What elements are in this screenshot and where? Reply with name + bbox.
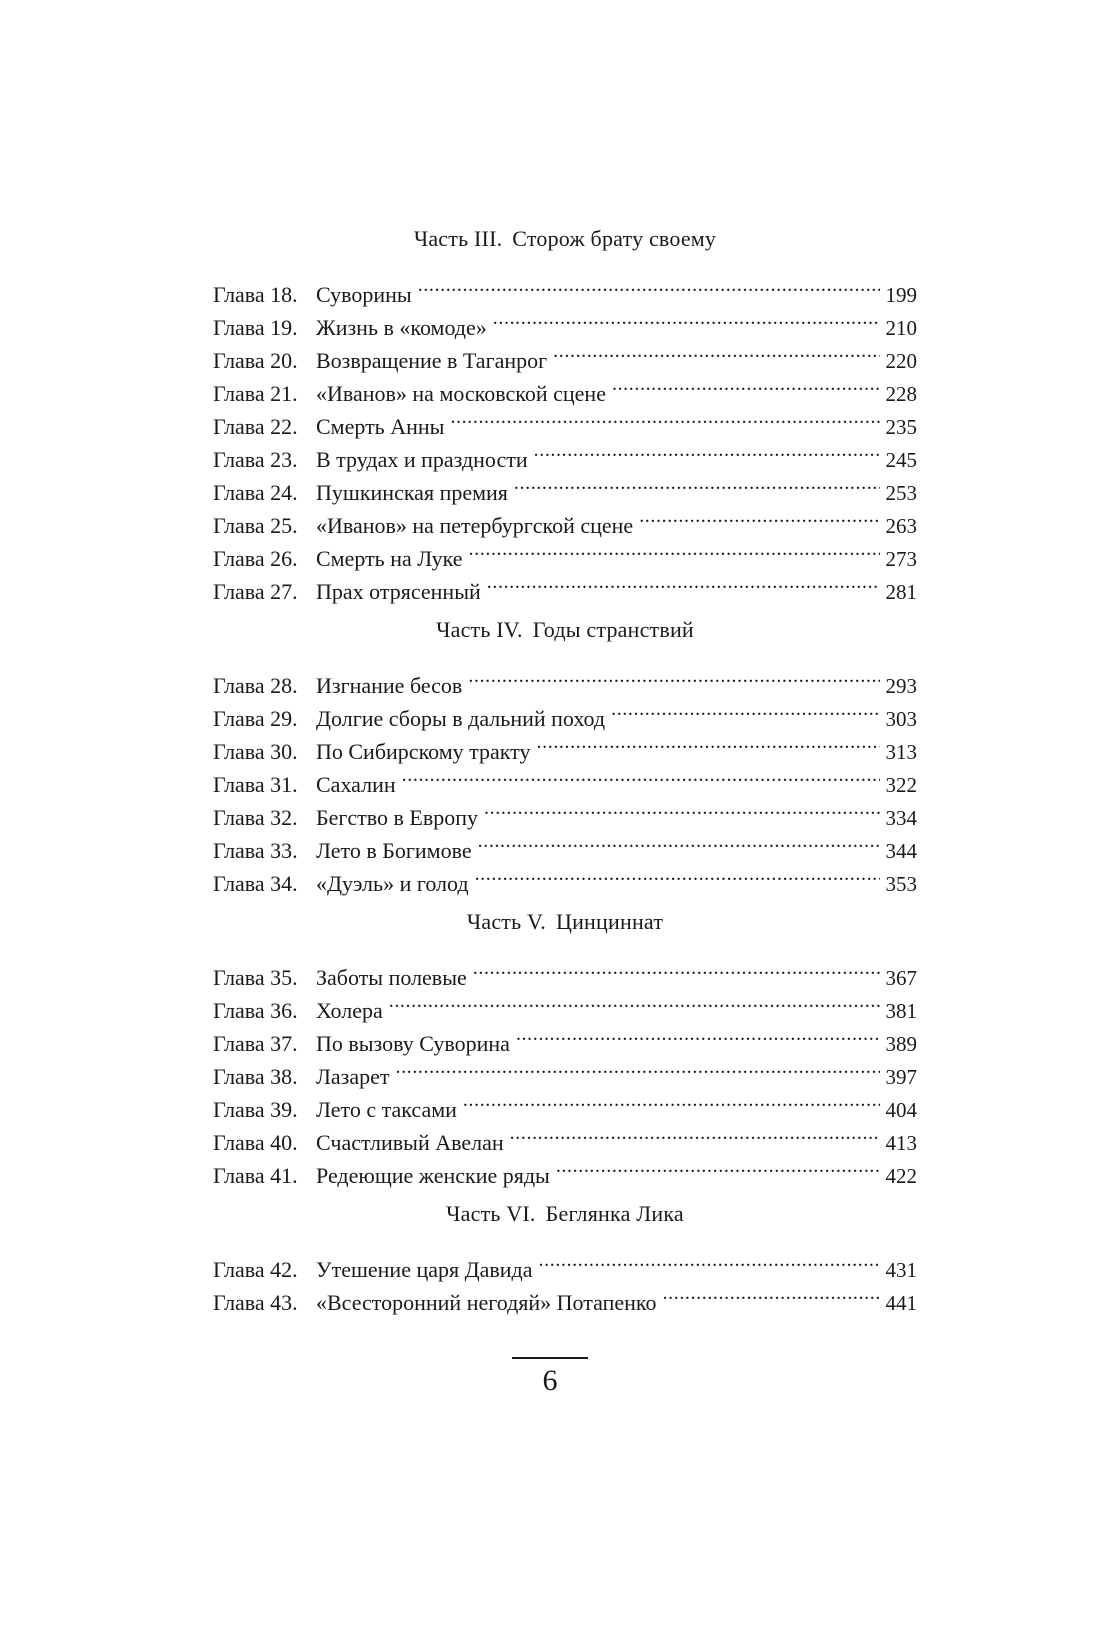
chapter-title: Долгие сборы в дальний поход: [316, 706, 606, 731]
dot-leader: [469, 533, 880, 566]
dot-leader: [611, 693, 879, 726]
chapter-number: Глава 34.: [213, 871, 298, 896]
chapter-page: 322: [885, 773, 917, 797]
toc-part: [213, 222, 917, 604]
part-name: Цинциннат: [556, 909, 664, 934]
chapter-page: 334: [885, 806, 917, 830]
part-label: Часть III.: [413, 226, 503, 251]
chapter-page: 303: [885, 707, 917, 731]
toc-entry: [213, 660, 917, 698]
chapter-title: «Иванов» на московской сцене: [316, 381, 606, 406]
chapter-page: 441: [885, 1291, 917, 1315]
chapter-title: По вызову Суворина: [316, 1031, 510, 1056]
chapter-page: 367: [885, 966, 917, 990]
chapter-page: 210: [885, 316, 917, 340]
chapter-number: Глава 43.: [213, 1290, 298, 1315]
chapter-number: Глава 28.: [213, 673, 298, 698]
chapter-title: Лето в Богимове: [316, 838, 472, 863]
part-heading: [213, 222, 917, 256]
chapter-number: Глава 40.: [213, 1130, 298, 1155]
chapter-page: 413: [885, 1131, 917, 1155]
chapter-title: «Всесторонний негодяй» Потапенко: [316, 1290, 657, 1315]
dot-leader: [475, 858, 880, 891]
dot-leader: [510, 1117, 880, 1150]
chapter-page: 293: [885, 674, 917, 698]
chapter-page: 397: [885, 1065, 917, 1089]
toc-entry: [213, 269, 917, 307]
part-heading: [213, 613, 917, 647]
chapter-page: 404: [885, 1098, 917, 1122]
chapter-title: Смерть на Луке: [316, 546, 463, 571]
part-name: Беглянка Лика: [545, 1201, 684, 1226]
dot-leader: [516, 1018, 880, 1051]
chapter-page: 263: [885, 514, 917, 538]
chapter-title: Суворины: [316, 282, 412, 307]
page-number: 6: [542, 1364, 558, 1397]
dot-leader: [473, 952, 880, 985]
dot-leader: [539, 1244, 880, 1277]
chapter-number: Глава 25.: [213, 513, 298, 538]
chapter-page: 313: [885, 740, 917, 764]
dot-leader: [468, 660, 879, 693]
chapter-title: Смерть Анны: [316, 414, 445, 439]
chapter-number: Глава 26.: [213, 546, 298, 571]
chapter-number: Глава 19.: [213, 315, 298, 340]
page-number-rule: [512, 1357, 588, 1359]
chapter-number: Глава 18.: [213, 282, 298, 307]
chapter-page: 253: [885, 481, 917, 505]
chapter-page: 431: [885, 1258, 917, 1282]
chapter-title: Счастливый Авелан: [316, 1130, 504, 1155]
chapter-title: Бегство в Европу: [316, 805, 479, 830]
chapter-title: Прах отрясенный: [316, 579, 481, 604]
chapter-title: Холера: [316, 998, 383, 1023]
chapter-page: 389: [885, 1032, 917, 1056]
chapter-number: Глава 37.: [213, 1031, 298, 1056]
chapter-page: 273: [885, 547, 917, 571]
dot-leader: [478, 825, 880, 858]
dot-leader: [418, 269, 880, 302]
chapter-title: Лето с таксами: [316, 1097, 457, 1122]
part-name: Сторож брату своему: [512, 226, 717, 251]
dot-leader: [487, 566, 880, 599]
chapter-title: «Иванов» на петербургской сцене: [316, 513, 634, 538]
part-heading: [213, 905, 917, 939]
part-label: Часть VI.: [446, 1201, 536, 1226]
chapter-title: Редеющие женские ряды: [316, 1163, 550, 1188]
chapter-title: По Сибирскому тракту: [316, 739, 531, 764]
chapter-number: Глава 42.: [213, 1257, 298, 1282]
dot-leader: [450, 401, 879, 434]
part-label: Часть V.: [466, 909, 546, 934]
chapter-page: 228: [885, 382, 917, 406]
dot-leader: [612, 368, 880, 401]
dot-leader: [463, 1084, 880, 1117]
chapter-number: Глава 24.: [213, 480, 298, 505]
dot-leader: [534, 434, 880, 467]
chapter-page: 220: [885, 349, 917, 373]
part-heading: [213, 1197, 917, 1231]
chapter-title: Пушкинская премия: [316, 480, 508, 505]
chapter-page: 353: [885, 872, 917, 896]
chapter-number: Глава 21.: [213, 381, 298, 406]
dot-leader: [389, 985, 880, 1018]
chapter-title: Утешение царя Давида: [316, 1257, 533, 1282]
chapter-page: 235: [885, 415, 917, 439]
chapter-page: 281: [885, 580, 917, 604]
toc-entry: [213, 1244, 917, 1282]
chapter-page: 422: [885, 1164, 917, 1188]
table-of-contents: [213, 222, 917, 1324]
chapter-number: Глава 31.: [213, 772, 298, 797]
dot-leader: [514, 467, 880, 500]
chapter-number: Глава 32.: [213, 805, 298, 830]
dot-leader: [537, 726, 880, 759]
dot-leader: [556, 1150, 880, 1183]
dot-leader: [484, 792, 879, 825]
dot-leader: [396, 1051, 880, 1084]
chapter-number: Глава 39.: [213, 1097, 298, 1122]
toc-part: [213, 905, 917, 1188]
chapter-page: 344: [885, 839, 917, 863]
dot-leader: [402, 759, 880, 792]
chapter-number: Глава 41.: [213, 1163, 298, 1188]
dot-leader: [639, 500, 879, 533]
chapter-number: Глава 27.: [213, 579, 298, 604]
dot-leader: [553, 335, 879, 368]
chapter-page: 199: [885, 283, 917, 307]
dot-leader: [493, 302, 880, 335]
chapter-title: Жизнь в «комоде»: [316, 315, 487, 340]
chapter-title: Изгнание бесов: [316, 673, 463, 698]
chapter-number: Глава 38.: [213, 1064, 298, 1089]
part-name: Годы странствий: [532, 617, 694, 642]
chapter-title: Сахалин: [316, 772, 396, 797]
page-footer: [0, 1357, 1100, 1399]
toc-part: [213, 1197, 917, 1315]
chapter-title: «Дуэль» и голод: [316, 871, 469, 896]
toc-part: [213, 613, 917, 896]
chapter-number: Глава 22.: [213, 414, 298, 439]
chapter-number: Глава 33.: [213, 838, 298, 863]
chapter-number: Глава 35.: [213, 965, 298, 990]
chapter-title: Лазарет: [316, 1064, 390, 1089]
chapter-number: Глава 36.: [213, 998, 298, 1023]
toc-entry: [213, 952, 917, 990]
chapter-title: Заботы полевые: [316, 965, 467, 990]
chapter-title: Возвращение в Таганрог: [316, 348, 548, 373]
chapter-title: В трудах и праздности: [316, 447, 528, 472]
chapter-number: Глава 23.: [213, 447, 298, 472]
chapter-number: Глава 30.: [213, 739, 298, 764]
dot-leader: [663, 1277, 880, 1310]
chapter-page: 381: [885, 999, 917, 1023]
chapter-number: Глава 20.: [213, 348, 298, 373]
chapter-page: 245: [885, 448, 917, 472]
chapter-number: Глава 29.: [213, 706, 298, 731]
part-label: Часть IV.: [436, 617, 523, 642]
